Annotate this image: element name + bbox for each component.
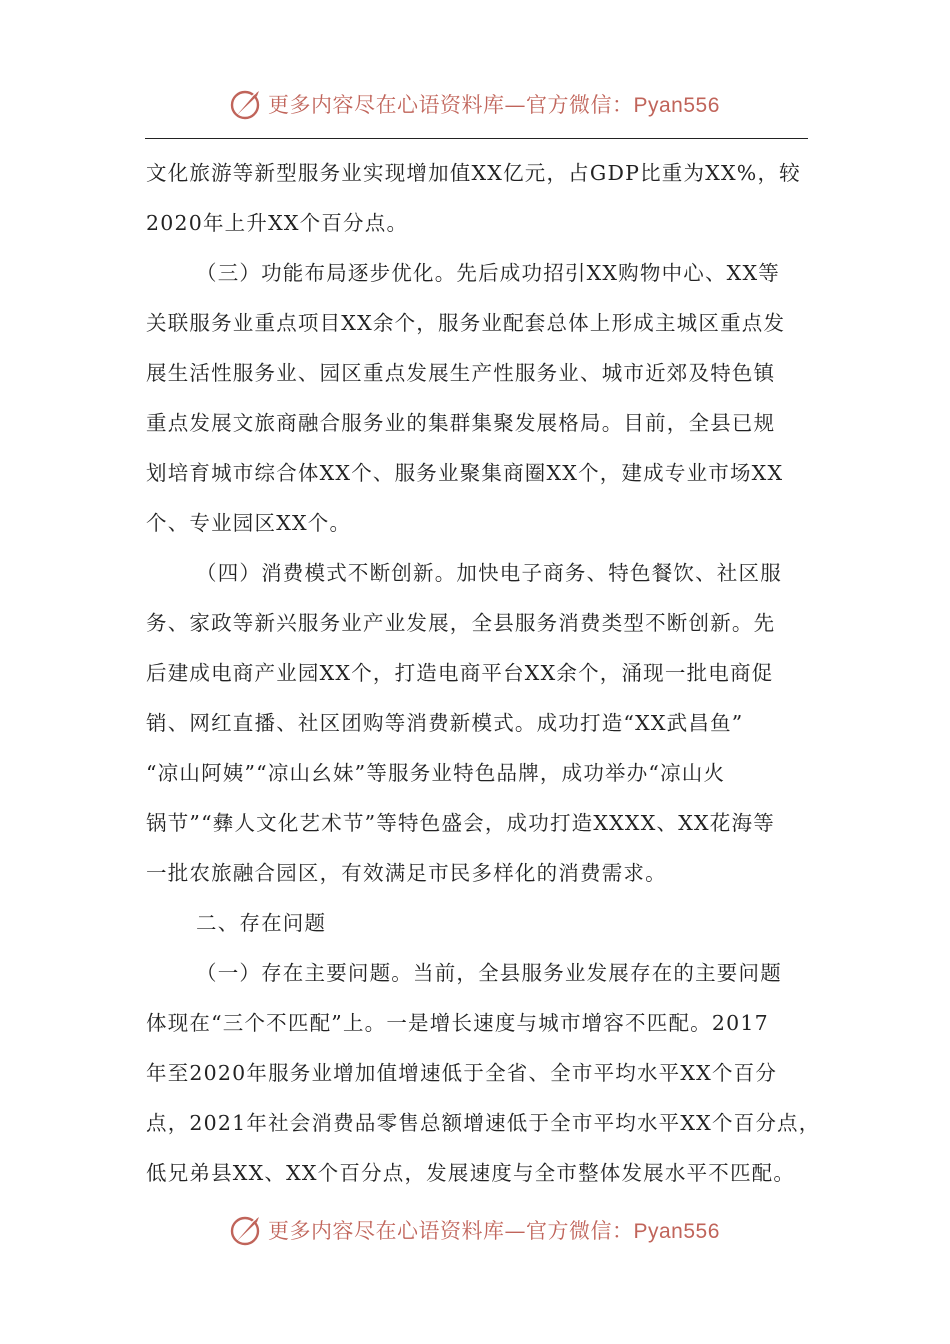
text-line: 务、家政等新兴服务业产业发展，全县服务消费类型不断创新。先 bbox=[146, 611, 776, 635]
footer-watermark bbox=[228, 1210, 720, 1250]
text-line: 年至2020年服务业增加值增速低于全省、全市平均水平XX个百分 bbox=[146, 1061, 778, 1085]
text-line: 关联服务业重点项目XX余个，服务业配套总体上形成主城区重点发 bbox=[146, 311, 786, 335]
text-line: 划培育城市综合体XX个、服务业聚集商圈XX个，建成专业市场XX bbox=[146, 461, 784, 485]
text-line: 个、专业园区XX个。 bbox=[146, 511, 352, 535]
document-body bbox=[146, 148, 821, 1198]
text-line: 2020年上升XX个百分点。 bbox=[146, 211, 409, 235]
paragraph-start: （四）消费模式不断创新。加快电子商务、特色餐饮、社区服 bbox=[196, 561, 782, 585]
text-line: 低兄弟县XX、XX个百分点，发展速度与全市整体发展水平不匹配。 bbox=[146, 1161, 796, 1185]
text-line: 点，2021年社会消费品零售总额增速低于全市平均水平XX个百分点， bbox=[146, 1111, 821, 1135]
quill-pen-logo-icon bbox=[228, 1212, 264, 1248]
text-line: 文化旅游等新型服务业实现增加值XX亿元，占GDP比重为XX%，较 bbox=[146, 161, 801, 185]
text-line: 锅节”“彝人文化艺术节”等特色盛会，成功打造XXXX、XX花海等 bbox=[146, 811, 775, 835]
header-divider bbox=[145, 138, 808, 139]
text-line: 销、网红直播、社区团购等消费新模式。成功打造“XX武昌鱼” bbox=[146, 711, 744, 735]
text-line: “凉山阿姨”“凉山幺妹”等服务业特色品牌，成功举办“凉山火 bbox=[146, 761, 726, 785]
paragraph-start: （三）功能布局逐步优化。先后成功招引XX购物中心、XX等 bbox=[196, 261, 780, 285]
text-line: 重点发展文旅商融合服务业的集群集聚发展格局。目前，全县已规 bbox=[146, 411, 776, 435]
watermark-text: 更多内容尽在心语资料库—官方微信：Pyan556 bbox=[268, 1219, 720, 1243]
section-heading: 二、存在问题 bbox=[196, 911, 327, 935]
text-line: 展生活性服务业、园区重点发展生产性服务业、城市近郊及特色镇 bbox=[146, 361, 776, 385]
paragraph-start: （一）存在主要问题。当前，全县服务业发展存在的主要问题 bbox=[196, 961, 782, 985]
text-line: 一批农旅融合园区，有效满足市民多样化的消费需求。 bbox=[146, 861, 667, 885]
header-watermark bbox=[228, 84, 720, 124]
quill-pen-logo-icon bbox=[228, 86, 264, 122]
text-line: 后建成电商产业园XX个，打造电商平台XX余个，涌现一批电商促 bbox=[146, 661, 774, 685]
text-line: 体现在“三个不匹配”上。一是增长速度与城市增容不匹配。2017 bbox=[146, 1011, 769, 1035]
watermark-text: 更多内容尽在心语资料库—官方微信：Pyan556 bbox=[268, 93, 720, 117]
